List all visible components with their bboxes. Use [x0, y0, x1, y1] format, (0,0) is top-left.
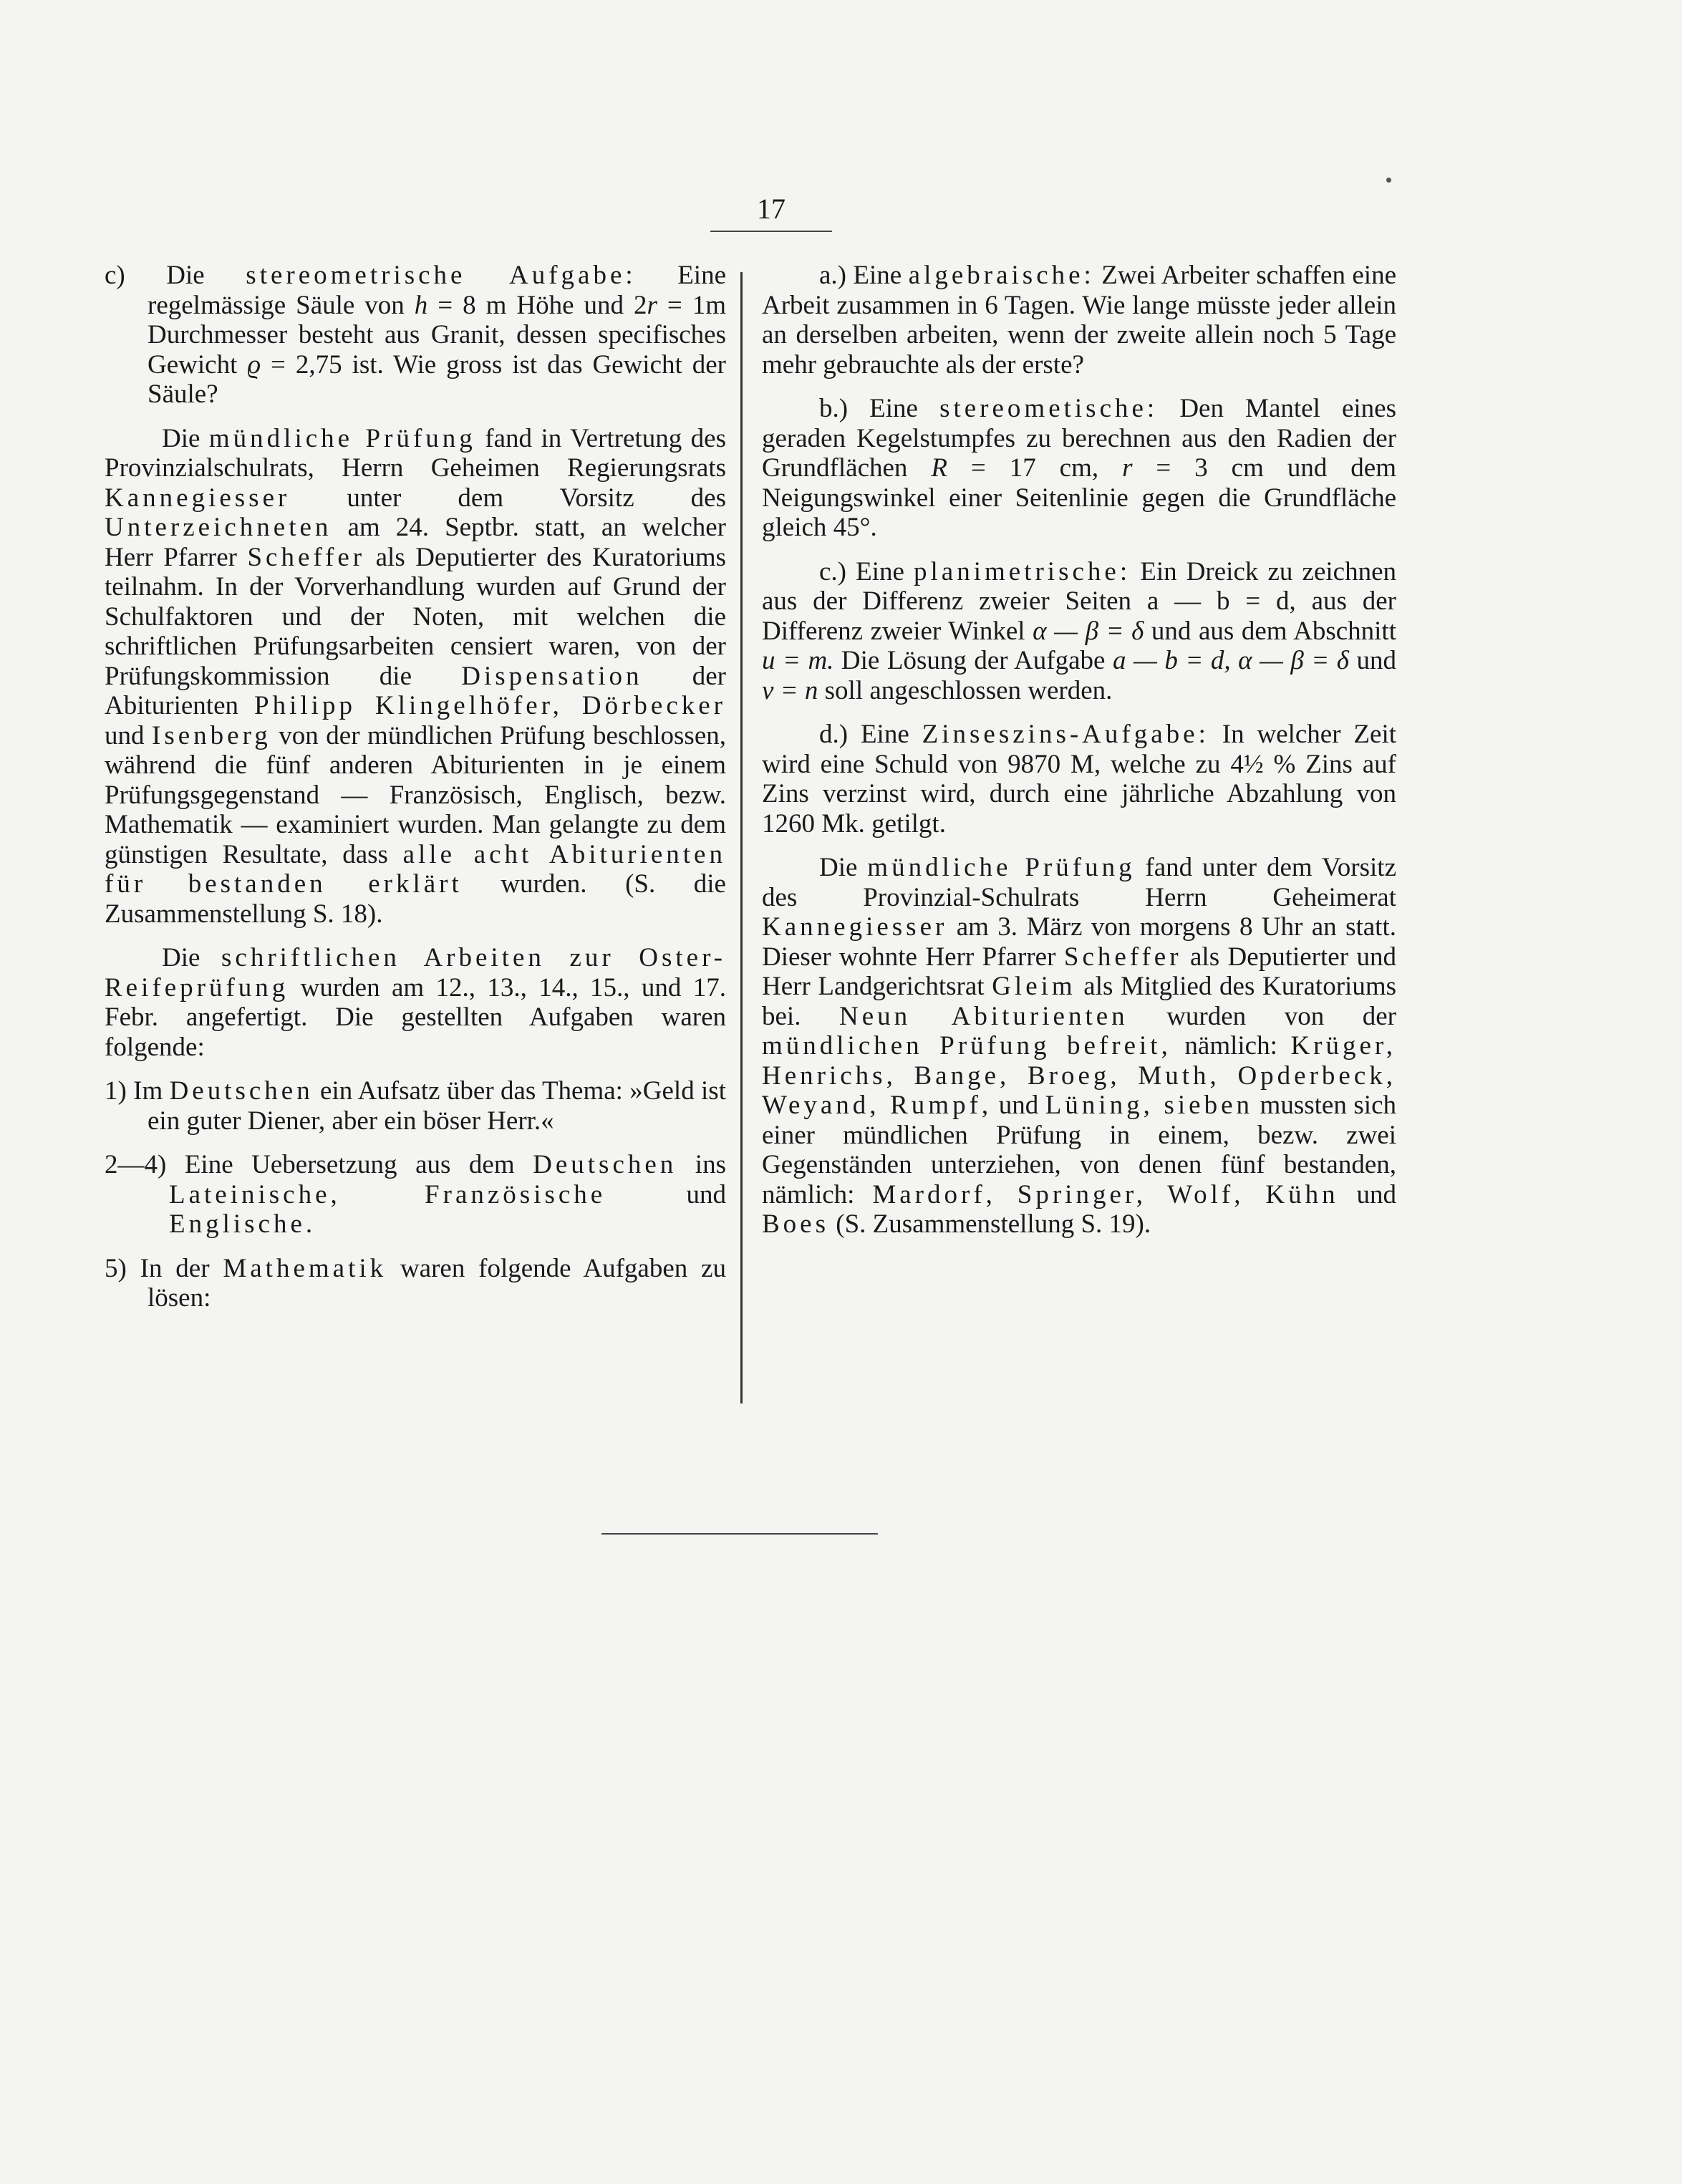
right-column: [762, 261, 1396, 1254]
task-c-planimetric: c.) Eine planimetrische: Ein Dreick zu zeichnen aus der Differenz zweier Seiten a — b = d, aus der Differenz zweier Winkel α — β = δ und aus dem Abschnitt u = m. Die Lösung der Aufgabe a — b = d, α — β = δ und v = n soll angeschlossen werden.: [762, 556, 1396, 705]
task-a-algebraic: a.) Eine algebraische: Zwei Arbeiter schaffen eine Arbeit zusammen in 6 Tagen. Wie lange müsste jeder allein an derselben arbeiten, wenn der zweite allein noch 5 Tage mehr gebrauchte als der erste?: [762, 261, 1397, 380]
list-item-translation: 2—4) Eine Uebersetzung aus dem Deutschen ins Lateinische, Französische und Englische.: [105, 1150, 726, 1239]
task-d-compound-interest: d.) Eine Zinseszins-Aufgabe: In welcher Zeit wird eine Schuld von 9870 M, welche zu 4½ % Zins auf Zins verzinst wird, durch eine jährliche Abzahlung von 1260 Mk. getilgt.: [762, 720, 1397, 839]
task-c-stereometric: c) Die stereometrische Aufgabe: Eine regelmässige Säule von h = 8 m Höhe und 2r = 1m Durchmesser besteht aus Granit, dessen specifisches Gewicht ϱ = 2,75 ist. Wie gross ist das Gewicht der Säule?: [105, 261, 727, 409]
easter-oral-exam-paragraph: Die mündliche Prüfung fand unter dem Vorsitz des Provinzial-Schulrats Herrn Geheimerat Kannegiesser am 3. März von morgens 8 Uhr an statt. Dieser wohnte Herr Pfarrer Scheffer als Deputierter und Herr Landgerichtsrat Gleim als Mitglied des Kuratoriums bei. Neun Abiturienten wurden von der mündlichen Prüfung befreit, nämlich: Krüger, Henrichs, Bange, Broeg, Muth, Opderbeck, Weyand, Rumpf, und Lüning, sieben mussten sich einer mündlichen Prüfung in einem, bezw. zwei Gegenständen unterziehen, von denen fünf bestanden, nämlich: Mardorf, Springer, Wolf, Kühn und Boes (S. Zusammenstellung S. 19).: [762, 853, 1397, 1239]
dot-mark: [1386, 178, 1391, 183]
header-rule: [710, 231, 832, 232]
list-item-german: 1) Im Deutschen ein Aufsatz über das Thema: »Geld ist ein guter Diener, aber ein böser Herr.«: [105, 1076, 726, 1136]
oral-exam-paragraph: Die mündliche Prüfung fand in Vertretung des Provinzialschulrats, Herrn Geheimen Regierungsrats Kannegiesser unter dem Vorsitz des Unterzeichneten am 24. Septbr. statt, an welcher Herr Pfarrer Scheffer als Deputierter des Kuratoriums teilnahm. In der Vorverhandlung wurden auf Grund der Schulfaktoren und der Noten, mit welchen die schriftlichen Prüfungsarbeiten censiert waren, von der Prüfungskommission die Dispensation der Abiturienten Philipp Klingelhöfer, Dörbecker und Isenberg von der mündlichen Prüfung beschlossen, während die fünf anderen Abiturienten in je einem Prüfungsgegenstand — Französisch, Englisch, bezw. Mathematik — examiniert wurden. Man gelangte zu dem günstigen Resultate, dass alle acht Abiturienten für bestanden erklärt wurden. (S. die Zusammenstellung S. 18).: [105, 423, 726, 929]
left-column: [105, 261, 726, 1328]
written-work-paragraph: Die schriftlichen Arbeiten zur Oster-Reifeprüfung wurden am 12., 13., 14., 15., und 17. Febr. angefertigt. Die gestellten Aufgaben waren folgende:: [105, 943, 726, 1062]
footer-rule: [601, 1533, 878, 1535]
column-divider: [740, 272, 743, 1403]
page-number: 17: [757, 193, 786, 225]
list-item-mathematics: 5) In der Mathematik waren folgende Aufgaben zu lösen:: [105, 1253, 726, 1313]
task-b-stereometric: b.) Eine stereometische: Den Mantel eines geraden Kegelstumpfes zu berechnen aus den Radien der Grundflächen R = 17 cm, r = 3 cm und dem Neigungswinkel einer Seitenlinie gegen die Grundfläche gleich 45°.: [762, 394, 1396, 542]
